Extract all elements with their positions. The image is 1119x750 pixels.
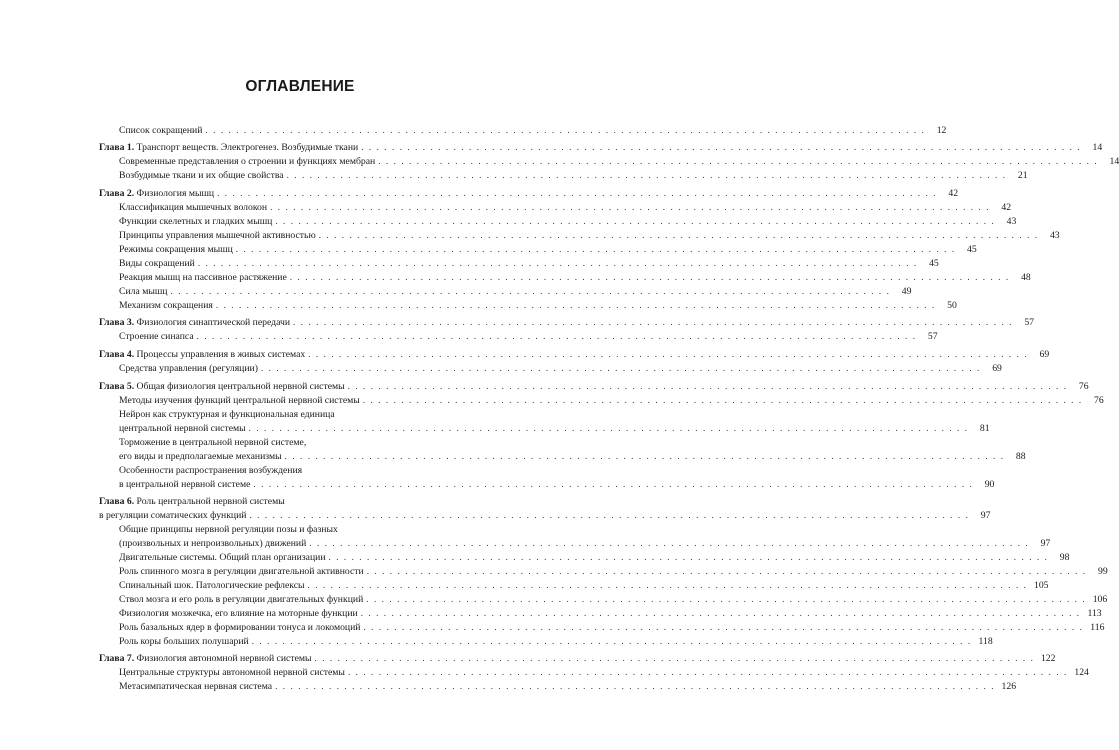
toc-entry <box>119 408 505 421</box>
page-number: 76 <box>1094 395 1104 406</box>
toc-entry <box>119 243 977 256</box>
dot-leader <box>363 621 1083 634</box>
toc-entry <box>99 316 1034 329</box>
toc-entry <box>119 271 1031 284</box>
dot-leader <box>270 201 990 214</box>
dot-leader <box>348 380 1068 393</box>
toc-title: Двигательные системы. Общий план организации <box>119 552 326 563</box>
toc-entry <box>119 229 1060 242</box>
toc-entry <box>119 436 505 449</box>
toc-title: Особенности распространения возбуждения <box>119 465 303 476</box>
toc-entry <box>119 593 1108 606</box>
toc-entry-text <box>119 635 249 648</box>
toc-entry-text <box>119 169 284 182</box>
toc-entry-text <box>119 155 375 168</box>
toc-entry-text <box>119 666 345 679</box>
toc-title: Механизм сокращения <box>119 300 213 311</box>
page-title: ОГЛАВЛЕНИЕ <box>245 78 355 95</box>
toc-entry <box>119 621 1105 634</box>
chapter-label: Глава 4. <box>99 349 135 360</box>
toc-entry-text <box>119 201 267 214</box>
toc-title: Возбудимые ткани и их общие свойства <box>119 170 284 181</box>
page-number: 124 <box>1074 667 1089 678</box>
dot-leader <box>197 330 917 343</box>
dot-leader <box>261 362 981 375</box>
toc-title: Роль спинного мозга в регуляции двигательной активности <box>119 566 364 577</box>
toc-entry-text <box>119 593 363 606</box>
toc-title: Ствол мозга и его роль в регуляции двигательных функций <box>119 594 364 605</box>
toc-title: (произвольных и непроизвольных) движений <box>119 538 307 549</box>
toc-entry <box>119 607 1102 620</box>
chapter-label: Глава 5. <box>99 381 135 392</box>
toc-title: Виды сокращений <box>119 258 195 269</box>
chapter-label: Глава 7. <box>99 653 135 664</box>
dot-leader <box>309 537 1029 550</box>
dot-leader <box>205 124 925 137</box>
toc-entry <box>99 495 505 508</box>
page-number: 48 <box>1021 272 1031 283</box>
dot-leader <box>315 652 1035 665</box>
toc-entry-text <box>99 509 246 522</box>
dot-leader <box>361 607 1081 620</box>
toc-entry <box>119 169 1028 182</box>
dot-leader <box>249 509 969 522</box>
page-number: 106 <box>1092 594 1108 605</box>
chapter-label: Глава 3. <box>99 317 135 328</box>
toc-title: Реакция мышц на пассивное растяжение <box>119 272 287 283</box>
toc-title: Современные представления о строении и функциях мембран <box>119 156 376 167</box>
page-number: 81 <box>979 423 990 434</box>
toc-entry <box>119 450 1026 463</box>
dot-leader <box>319 229 1039 242</box>
page-number: 113 <box>1087 608 1102 619</box>
toc-entry <box>119 680 1017 693</box>
toc-title: Центральные структуры автономной нервной системы <box>119 667 345 678</box>
page-number: 43 <box>1006 216 1017 227</box>
toc-entry <box>119 579 1049 592</box>
toc-entry-text <box>119 257 195 270</box>
page-number: 43 <box>1049 230 1060 241</box>
toc-entry-text <box>119 450 282 463</box>
toc-entry-text <box>99 348 305 361</box>
toc-entry-text <box>119 408 335 421</box>
dot-leader <box>308 579 1028 592</box>
dot-leader <box>348 666 1068 679</box>
toc-title: Роль базальных ядер в формировании тонуса и локомоций <box>119 622 361 633</box>
page-number: 49 <box>901 286 912 297</box>
toc-entry-text <box>119 579 305 592</box>
toc-entry-text <box>119 464 302 477</box>
toc-entry <box>119 537 1051 550</box>
toc-entry-text <box>119 362 258 375</box>
page-number: 50 <box>947 300 957 311</box>
toc-entry <box>119 257 939 270</box>
toc-entry-text <box>119 607 358 620</box>
dot-leader <box>275 680 995 693</box>
page-number: 45 <box>929 258 939 269</box>
toc-title: Транспорт веществ. Электрогенез. Возбудимые ткани <box>136 142 359 153</box>
dot-leader <box>367 565 1087 578</box>
page-number: 76 <box>1078 381 1089 392</box>
dot-leader <box>293 316 1013 329</box>
page-number: 97 <box>1040 538 1051 549</box>
toc-entry-text <box>119 680 272 693</box>
page-number: 99 <box>1097 566 1108 577</box>
toc-entry-text <box>119 436 306 449</box>
dot-leader <box>171 285 891 298</box>
page-number: 122 <box>1040 653 1056 664</box>
page-number: 69 <box>992 363 1002 374</box>
toc-title: Спинальный шок. Патологические рефлексы <box>119 580 305 591</box>
toc-entry <box>99 141 1103 154</box>
page-number: 97 <box>980 510 991 521</box>
toc-entry-text <box>99 316 290 329</box>
toc-entry-text <box>119 229 316 242</box>
toc-entry <box>119 635 993 648</box>
toc-title: Принципы управления мышечной активностью <box>119 230 316 241</box>
page-number: 69 <box>1039 349 1050 360</box>
toc-entry <box>99 348 1050 361</box>
dot-leader <box>249 422 969 435</box>
toc-title: Метасимпатическая нервная система <box>119 681 273 692</box>
page-number: 42 <box>1001 202 1012 213</box>
toc-entry <box>119 523 505 536</box>
page-number: 57 <box>1024 317 1034 328</box>
chapter-label: Глава 6. <box>99 496 135 507</box>
page-number: 57 <box>927 331 938 342</box>
page-number: 21 <box>1017 170 1028 181</box>
toc-entry-text <box>119 330 194 343</box>
page-number: 105 <box>1033 580 1049 591</box>
toc-title: его виды и предполагаемые механизмы <box>119 451 282 462</box>
page-number: 88 <box>1015 451 1026 462</box>
toc-entry <box>119 201 1012 214</box>
toc-entry <box>119 299 957 312</box>
toc-entry <box>119 565 1108 578</box>
toc-entry-text <box>119 299 213 312</box>
toc-title: Нейрон как структурная и функциональная единица <box>119 409 335 420</box>
toc-entry-text <box>99 187 214 200</box>
toc-entry-text <box>99 495 285 508</box>
toc-entry <box>119 478 995 491</box>
toc-entry <box>119 330 938 343</box>
page-number: 116 <box>1090 622 1105 633</box>
toc-entry <box>119 551 1070 564</box>
chapter-label: Глава 2. <box>99 188 135 199</box>
toc-entry-text <box>119 551 326 564</box>
page-number: 90 <box>984 479 995 490</box>
toc-title: в центральной нервной системе <box>119 479 251 490</box>
toc-title: Роль коры больших полушарий <box>119 636 249 647</box>
toc-entry-text <box>119 621 360 634</box>
toc-title: Физиология автономной нервной системы <box>136 653 312 664</box>
dot-leader <box>287 169 1007 182</box>
toc-entry-text <box>99 380 345 393</box>
toc-title: Процессы управления в живых системах <box>136 349 306 360</box>
toc-title: в регуляции соматических функций <box>99 510 247 521</box>
dot-leader <box>198 257 918 270</box>
toc-entry <box>119 155 1119 168</box>
page-number: 98 <box>1059 552 1070 563</box>
toc-entry-text <box>119 285 168 298</box>
toc-entry <box>119 394 1104 407</box>
dot-leader <box>378 155 1098 168</box>
toc-entry-text <box>119 215 272 228</box>
toc-title: центральной нервной системы <box>119 423 246 434</box>
toc-entry <box>119 464 505 477</box>
page-number: 42 <box>948 188 959 199</box>
toc-title: Физиология мозжечка, его влияние на моторные функции <box>119 608 358 619</box>
toc-entry-text <box>119 537 306 550</box>
toc-entry <box>119 215 1017 228</box>
dot-leader <box>329 551 1049 564</box>
toc-entry-text <box>119 523 338 536</box>
toc-entry <box>119 362 1002 375</box>
toc-title: Торможение в центральной нервной системе, <box>119 437 307 448</box>
toc-entry-text <box>119 394 360 407</box>
dot-leader <box>361 141 1081 154</box>
toc-title: Режимы сокращения мышц <box>119 244 233 255</box>
toc-title: Методы изучения функций центральной нервной системы <box>119 395 360 406</box>
chapter-label: Глава 1. <box>99 142 135 153</box>
dot-leader <box>216 299 936 312</box>
toc-entry <box>119 666 1089 679</box>
dot-leader <box>275 215 995 228</box>
toc-entry-text <box>119 243 233 256</box>
toc-title: Общие принципы нервной регуляции позы и фазных <box>119 524 338 535</box>
toc-entry <box>99 187 959 200</box>
toc-title: Строение синапса <box>119 331 194 342</box>
dot-leader <box>366 593 1086 606</box>
toc-title: Функции скелетных и гладких мышц <box>119 216 273 227</box>
page-number: 118 <box>978 636 993 647</box>
toc-entry-text <box>99 652 312 665</box>
dot-leader <box>290 271 1010 284</box>
page-number: 45 <box>967 244 977 255</box>
dot-leader <box>308 348 1028 361</box>
page-number: 14 <box>1109 156 1119 167</box>
toc-entry <box>99 509 991 522</box>
toc-title: Роль центральной нервной системы <box>136 496 285 507</box>
dot-leader <box>253 478 973 491</box>
toc-entry <box>119 124 947 137</box>
toc-title: Классификация мышечных волокон <box>119 202 268 213</box>
toc-title: Общая физиология центральной нервной системы <box>136 381 345 392</box>
toc-title: Физиология мышц <box>136 188 215 199</box>
toc-entry <box>119 422 990 435</box>
dot-leader <box>217 187 937 200</box>
toc-entry-text <box>119 124 202 137</box>
page-number: 12 <box>936 125 947 136</box>
toc-entry <box>99 652 1056 665</box>
toc-entry-text <box>99 141 358 154</box>
dot-leader <box>363 394 1083 407</box>
dot-leader <box>236 243 956 256</box>
toc-entry-text <box>119 422 246 435</box>
dot-leader <box>252 635 972 648</box>
toc-title: Список сокращений <box>119 125 203 136</box>
toc-entry <box>99 380 1089 393</box>
toc-title: Физиология синаптической передачи <box>136 317 291 328</box>
toc-entry-text <box>119 565 364 578</box>
dot-leader <box>285 450 1005 463</box>
toc-title: Сила мышц <box>119 286 168 297</box>
toc-entry-text <box>119 271 287 284</box>
toc-entry-text <box>119 478 250 491</box>
toc-title: Средства управления (регуляции) <box>119 363 258 374</box>
page-number: 126 <box>1001 681 1017 692</box>
page-number: 14 <box>1092 142 1103 153</box>
toc-entry <box>119 285 912 298</box>
